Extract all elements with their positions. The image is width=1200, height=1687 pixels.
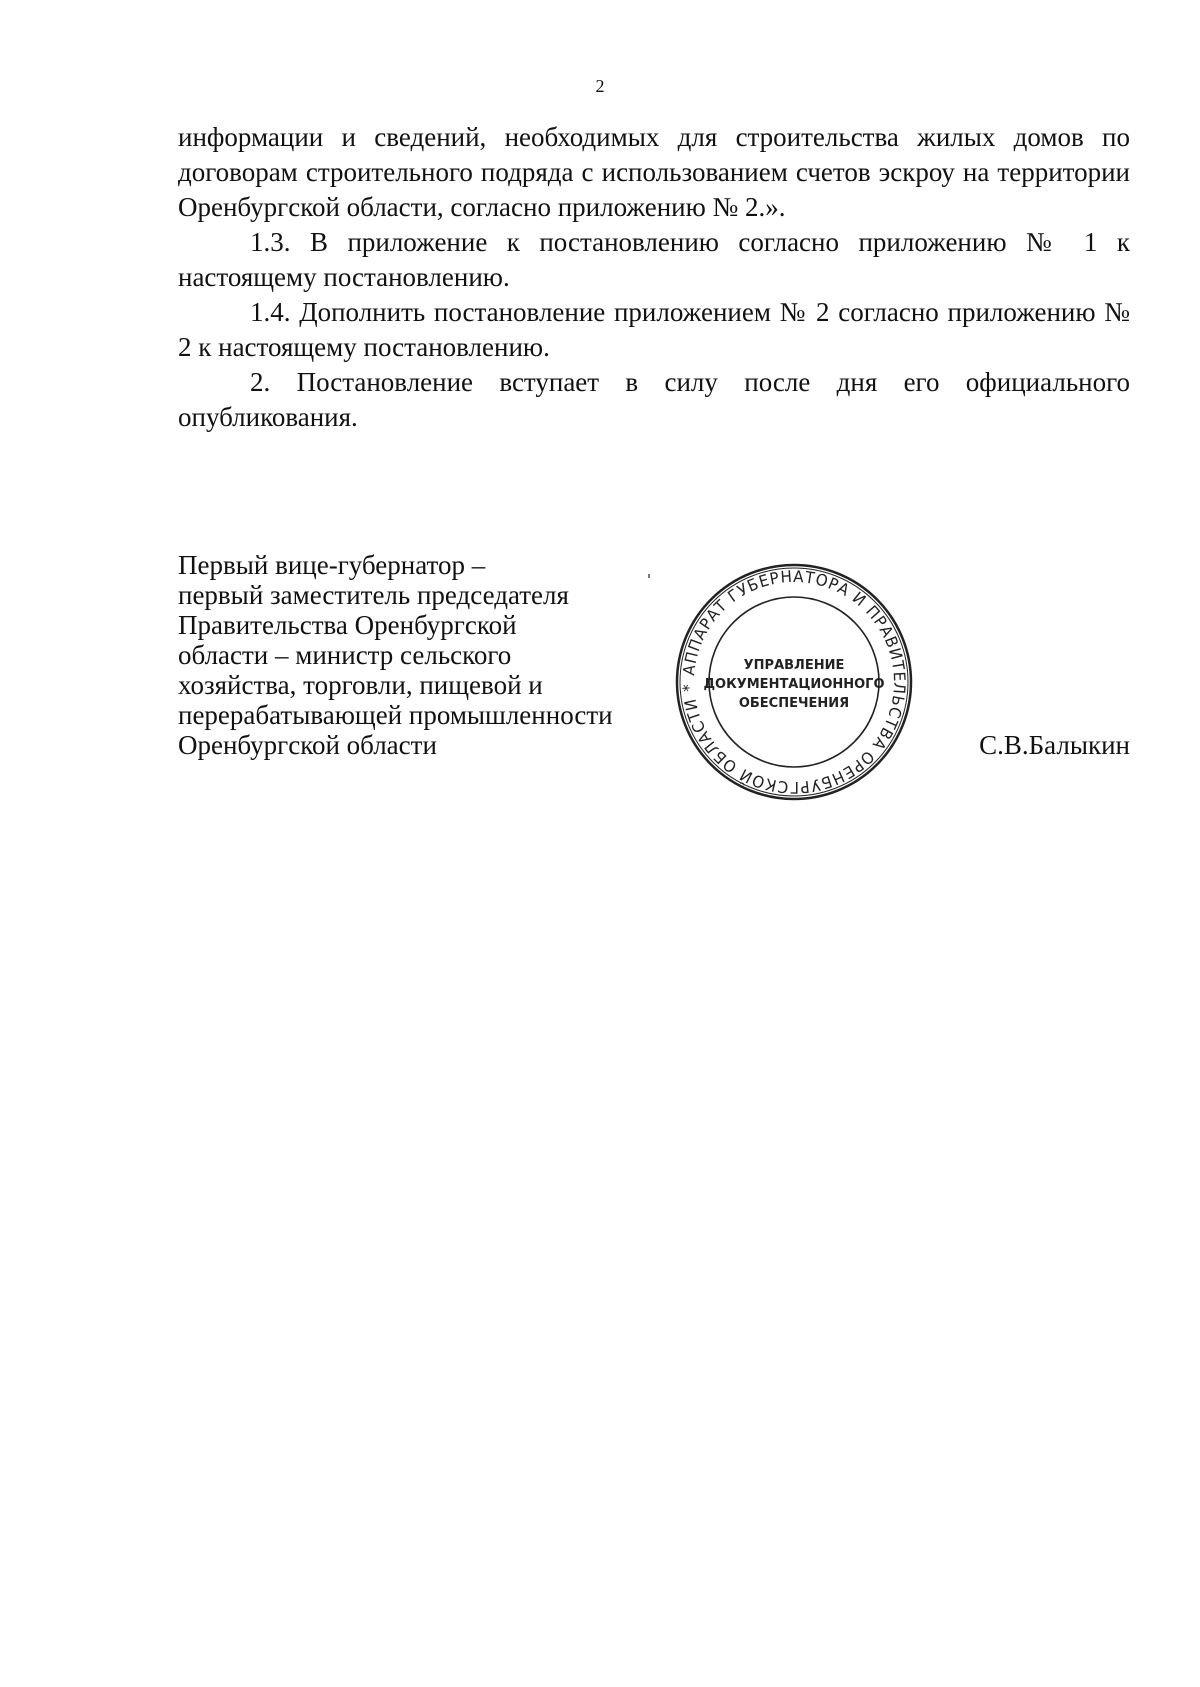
seal-center-line-1: УПРАВЛЕНИЕ xyxy=(743,658,845,673)
signer-title-line: хозяйства, торговли, пищевой и xyxy=(178,670,543,700)
signer-title-line: Первый вице-губернатор – xyxy=(178,550,486,580)
signer-name: С.В.Балыкин xyxy=(979,730,1130,760)
paragraph-item-1-4: 1.4. Дополнить постановление приложением № 2 согласно приложению № 2 к настоящему постановлению. xyxy=(178,297,1130,362)
signer-title-line: первый заместитель председателя xyxy=(178,580,569,610)
seal-center-line-2: ДОКУМЕНТАЦИОННОГО xyxy=(703,677,885,692)
seal-center-line-3: ОБЕСПЕЧЕНИЯ xyxy=(738,696,850,711)
paragraph-item-2: 2. Постановление вступает в силу после дня его официального опубликования. xyxy=(178,367,1130,432)
scan-speck xyxy=(648,574,650,578)
signer-title-line: Оренбургской области xyxy=(178,730,437,760)
seal-ring-textpath: АППАРАТ ГУБЕРНАТОРА И ПРАВИТЕЛЬСТВА ОРЕНБУРГСКОЙ ОБЛАСТИ * xyxy=(678,566,910,798)
signer-title xyxy=(178,550,658,760)
signer-title-line: перерабатывающей промышленности xyxy=(178,700,613,730)
document-body xyxy=(178,120,1130,435)
signer-title-line: области – министр сельского xyxy=(178,640,512,670)
seal-graphic xyxy=(674,562,914,802)
paragraph-item-1-3: 1.3. В приложение к постановлению согласно приложению № 1 к настоящему постановлению. xyxy=(178,227,1130,292)
paragraph-continuation: информации и сведений, необходимых для строительства жилых домов по договорам строительного подряда с использованием счетов эскроу на территории Оренбургской области, согласно приложению № 2.». xyxy=(178,122,1130,222)
page-number: 2 xyxy=(595,76,605,96)
official-seal xyxy=(674,562,914,802)
signer-title-line: Правительства Оренбургской xyxy=(178,610,517,640)
